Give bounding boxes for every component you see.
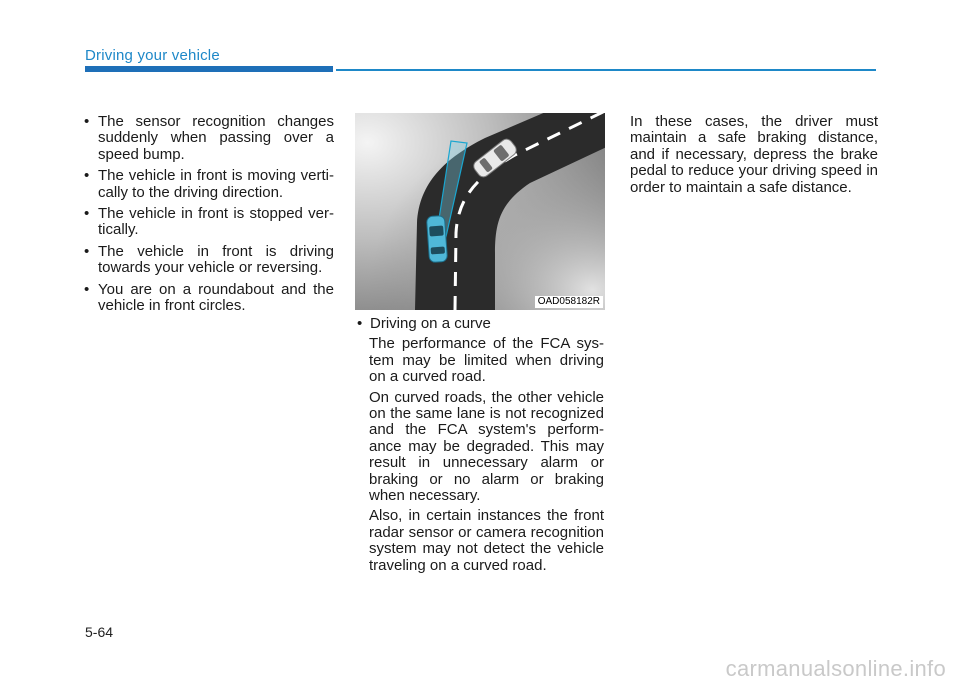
middle-column: [355, 316, 604, 574]
figure-code: OAD058182R: [535, 296, 603, 308]
limitation-list: [80, 114, 334, 314]
own-vehicle-icon: [426, 215, 447, 262]
left-column: [80, 114, 334, 319]
list-item: • The sensor recognition changes suddenly when passing over a speed bump.: [80, 114, 334, 163]
paragraph: In these cases, the driver must maintain a safe braking distance, and if necessary, depress the brake pedal to reduce your driving speed in order to maintain a safe distance.: [630, 113, 878, 196]
list-item: • The vehicle in front is stopped ver-tically.: [80, 206, 334, 239]
section-title: Driving your vehicle: [85, 47, 220, 64]
header-rule-line: [336, 69, 876, 71]
paragraph: The performance of the FCA sys-tem may be limited when driving on a curved road.: [369, 335, 604, 386]
watermark: carmanualsonline.info: [725, 656, 946, 681]
list-item: • The vehicle in front is moving verti-cally to the driving direction.: [80, 168, 334, 201]
right-column: [630, 114, 878, 196]
list-item: • You are on a roundabout and the vehicle in front circles.: [80, 282, 334, 315]
paragraph: Also, in certain instances the front radar sensor or camera recognition system may not detect the vehicle traveling on a curved road.: [369, 507, 604, 574]
curved-road-icon: [355, 113, 605, 310]
header-rule-bar: [85, 66, 333, 72]
page-number: 5-64: [85, 624, 114, 640]
curve-heading: • Driving on a curve: [355, 316, 604, 332]
list-item: • The vehicle in front is driving towards your vehicle or reversing.: [80, 244, 334, 277]
paragraph: On curved roads, the other vehicle on the same lane is not recognized and the FCA system's perform-ance may be degraded. This may result in unnecessary alarm or braking or no alarm or braking when necessary.: [369, 388, 604, 505]
curve-illustration: [355, 113, 605, 310]
